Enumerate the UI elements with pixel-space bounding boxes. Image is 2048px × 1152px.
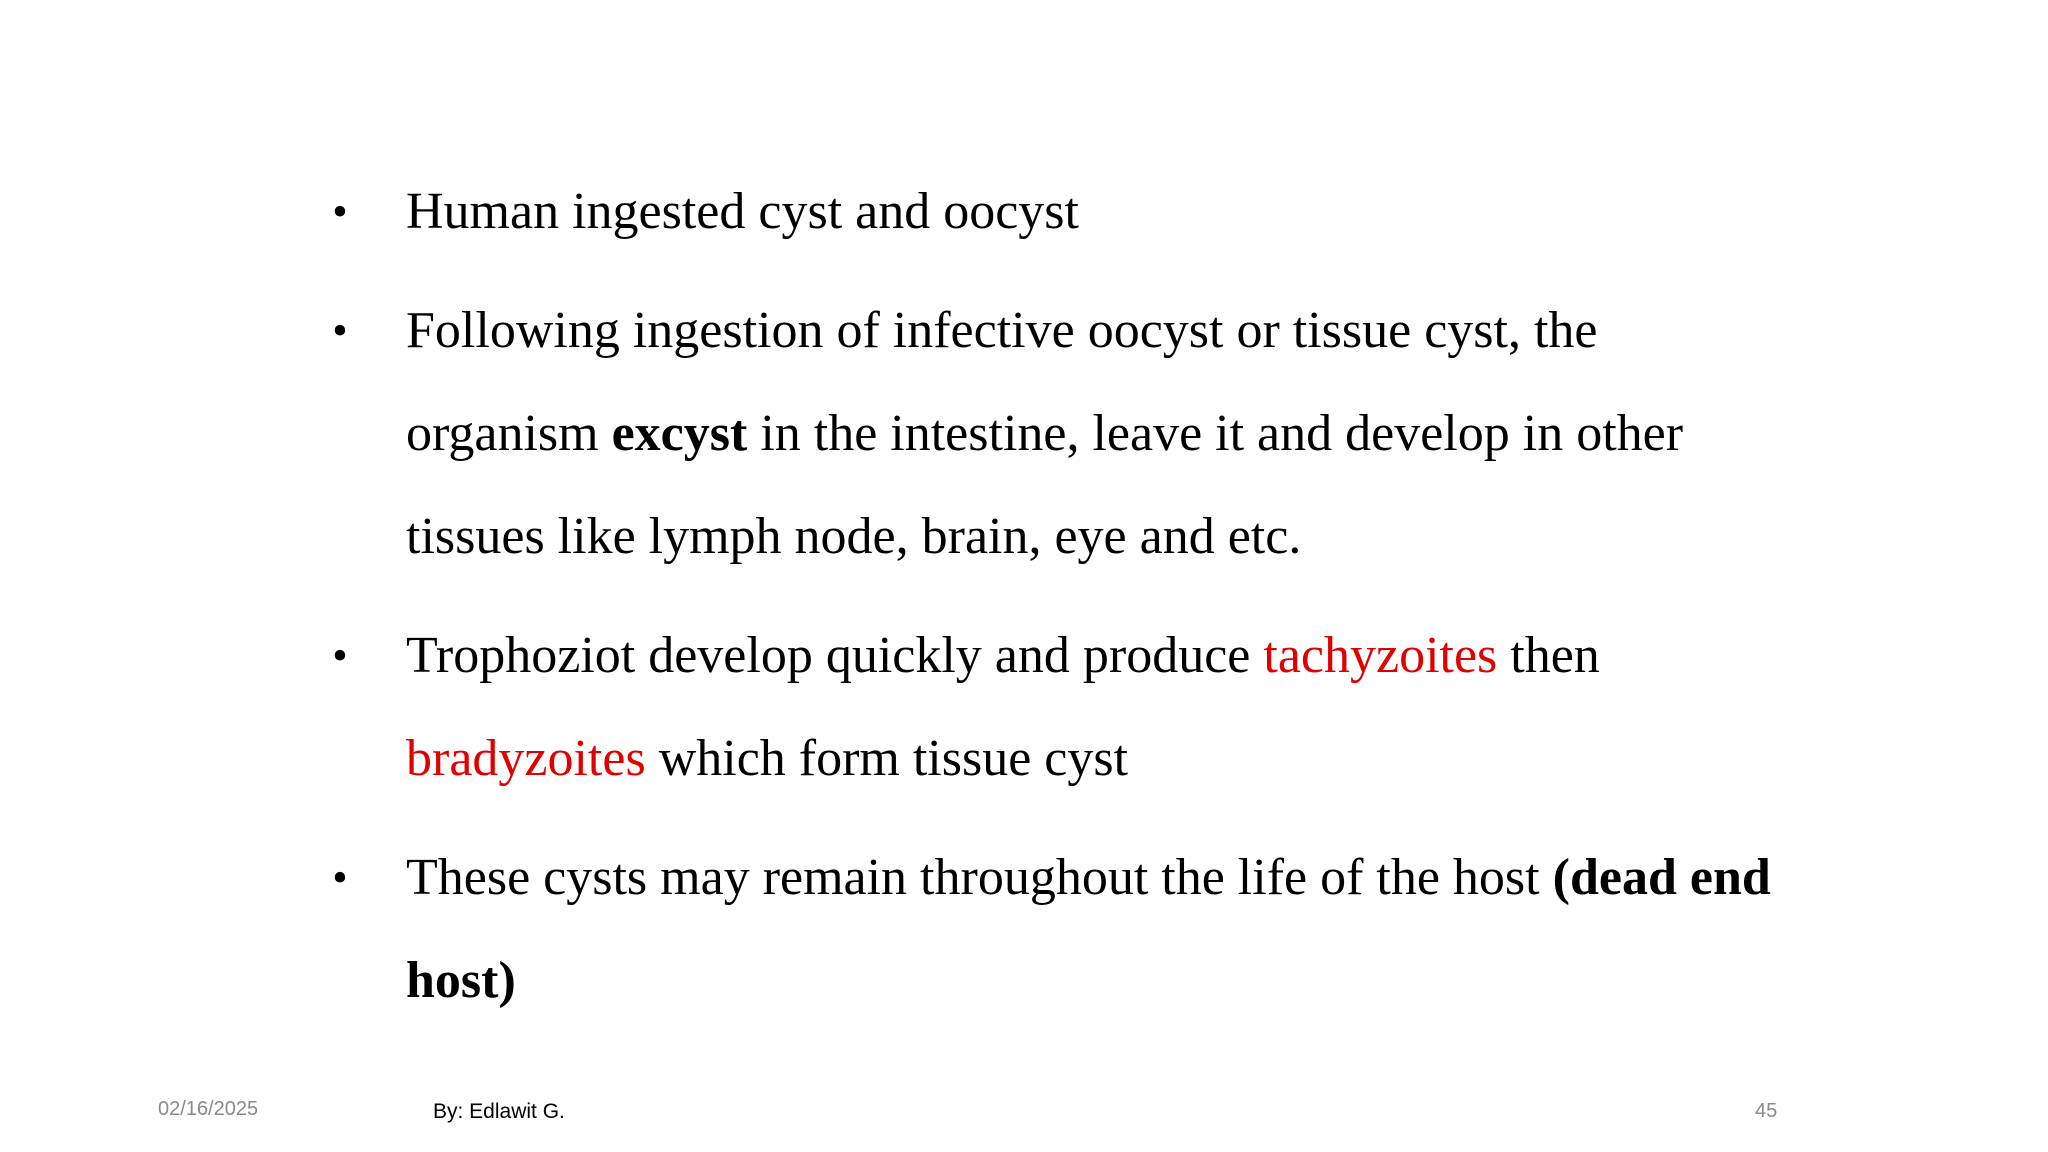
bullet-text <box>406 849 1771 1009</box>
paren-open: ( <box>1552 849 1570 906</box>
bold-term-dead-end-host: dead end host <box>406 849 1771 1009</box>
bullet-item-1 <box>320 160 1800 263</box>
bullet-item-3 <box>320 604 1800 810</box>
bold-term-excyst: excyst <box>611 405 748 462</box>
bullet-text-segment: These cysts may remain throughout the life of the host <box>406 849 1553 906</box>
slide-number: 45 <box>1755 1100 1778 1122</box>
bullet-dot: • <box>332 187 348 236</box>
bullet-dot: • <box>332 306 348 355</box>
bullet-dot: • <box>332 853 348 902</box>
footer-author: By: Edlawit G. <box>433 1100 565 1123</box>
bullet-text-segment: then <box>1497 627 1600 684</box>
bullet-text <box>406 627 1600 787</box>
bullet-item-2 <box>320 279 1800 588</box>
highlight-term-bradyzoites: bradyzoites <box>406 730 646 787</box>
bullet-text-segment: Trophoziot develop quickly and produce <box>406 627 1264 684</box>
paren-close: ) <box>498 952 516 1009</box>
bullet-item-4 <box>320 826 1800 1032</box>
bullet-text <box>406 183 1079 240</box>
bullet-text-segment: which form tissue cyst <box>645 730 1129 787</box>
bullet-dot: • <box>332 631 348 680</box>
slide-body <box>320 160 1800 1048</box>
highlight-term-tachyzoites: tachyzoites <box>1263 627 1498 684</box>
bullet-text <box>406 302 1683 565</box>
footer-date: 02/16/2025 <box>158 1098 259 1120</box>
bullet-text-segment: Human ingested cyst and oocyst <box>406 183 1079 240</box>
bullet-text-segment: Following ingestion of infective oocyst or tissue cyst, the organism <box>406 302 1598 462</box>
bullet-text-segment: in the intestine, leave it and develop in other tissues like lymph node, brain, eye and etc. <box>406 405 1684 565</box>
